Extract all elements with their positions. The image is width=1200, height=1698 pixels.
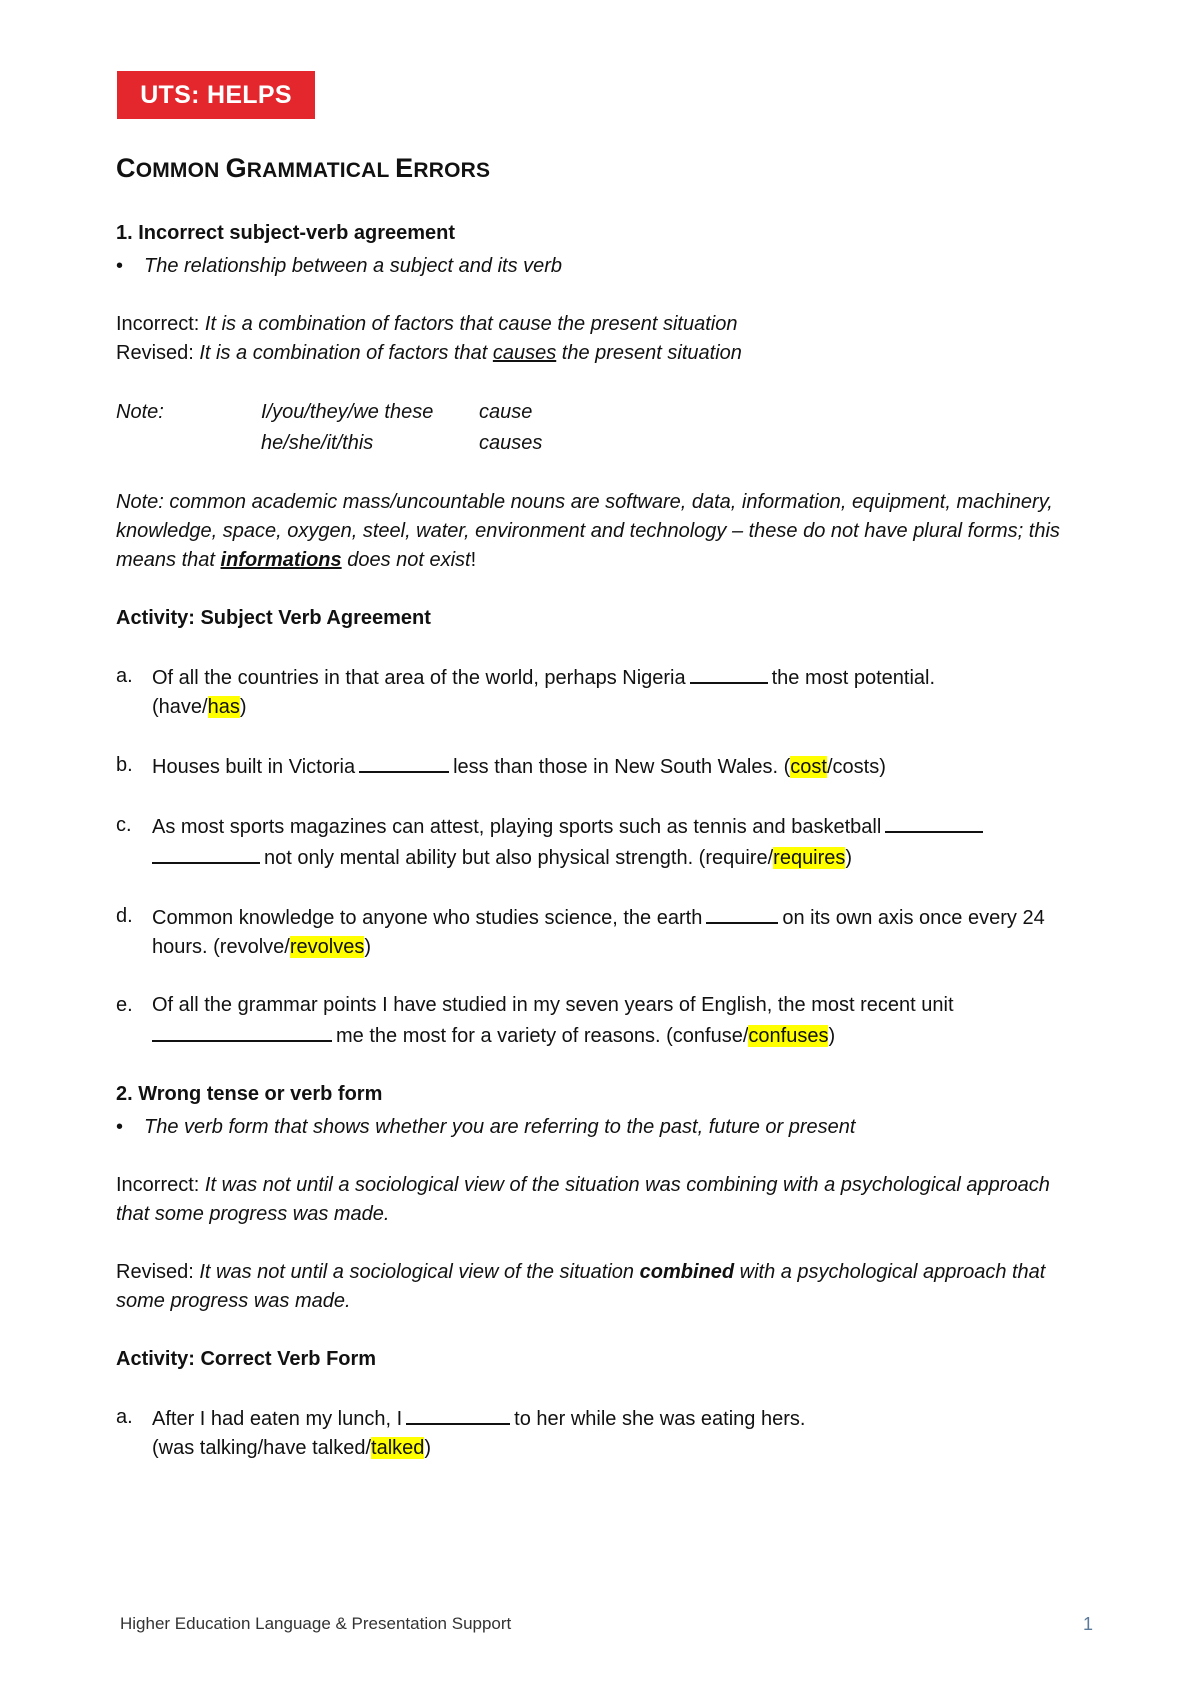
uts-helps-logo: UTS: HELPS — [117, 71, 315, 119]
incorrect-example: Incorrect: It is a combination of factors that cause the present situation — [116, 313, 738, 335]
list-item: e. Of all the grammar points I have studied in my seven years of English, the most recent unit me the most for a variety of reasons. (confuse/confuses) — [116, 994, 954, 1047]
bullet-definition: • The relationship between a subject and its verb — [116, 252, 1076, 281]
incorrect-example: Incorrect: It was not until a sociological view of the situation was combining with a psychological approach that some progress was made. — [116, 1174, 1050, 1225]
mass-noun-note: Note: common academic mass/uncountable nouns are software, data, information, equipment, machinery, knowledge, space, oxygen, steel, water, environment and technology – these do not have plural forms; this means that informations does not exist! — [116, 491, 1060, 571]
revised-example: Revised: It is a combination of factors that causes the present situation — [116, 342, 742, 364]
bullet-icon: • — [116, 255, 124, 277]
revised-example: Revised: It was not until a sociological view of the situation combined with a psychological approach that some progress was made. — [116, 1261, 1046, 1312]
list-item: a. Of all the countries in that area of the world, perhaps Nigeria the most potential. (have/has) — [116, 662, 1076, 722]
bullet-icon: • — [116, 1116, 124, 1138]
answer-blank[interactable] — [690, 662, 768, 684]
page-number: 1 — [1083, 1614, 1094, 1634]
section-heading-verb-form: 2. Wrong tense or verb form — [116, 1083, 383, 1105]
section-heading-subject-verb: 1. Incorrect subject-verb agreement — [116, 222, 456, 244]
answer-blank[interactable] — [406, 1403, 510, 1425]
page-title: COMMON GRAMMATICAL ERRORS — [116, 153, 491, 183]
footer-text: Higher Education Language & Presentation Support — [120, 1614, 512, 1633]
answer-blank[interactable] — [152, 1020, 332, 1042]
bullet-definition: • The verb form that shows whether you are referring to the past, future or present — [116, 1113, 1076, 1142]
activity-heading-verb-form: Activity: Correct Verb Form — [116, 1348, 377, 1370]
list-item: b. Houses built in Victoria less than those in New South Wales. (cost/costs) — [116, 751, 1076, 782]
list-item: d. Common knowledge to anyone who studies science, the earth on its own axis once every 24 hours. (revolve/revolves) — [116, 902, 1076, 962]
answer-blank[interactable] — [152, 842, 260, 864]
list-item: a. After I had eaten my lunch, I to her while she was eating hers. (was talking/have talked/talked) — [116, 1403, 1076, 1463]
document-body — [116, 154, 1076, 1492]
activity-heading-subject-verb: Activity: Subject Verb Agreement — [116, 607, 431, 629]
conjugation-note: Note: I/you/they/we these cause he/she/it/this causes — [116, 401, 543, 454]
list-item: c. As most sports magazines can attest, playing sports such as tennis and basketball not only mental ability but also physical strength. (require/requires) — [116, 811, 1076, 873]
answer-blank[interactable] — [706, 902, 778, 924]
answer-blank[interactable] — [359, 751, 449, 773]
answer-blank[interactable] — [885, 811, 983, 833]
